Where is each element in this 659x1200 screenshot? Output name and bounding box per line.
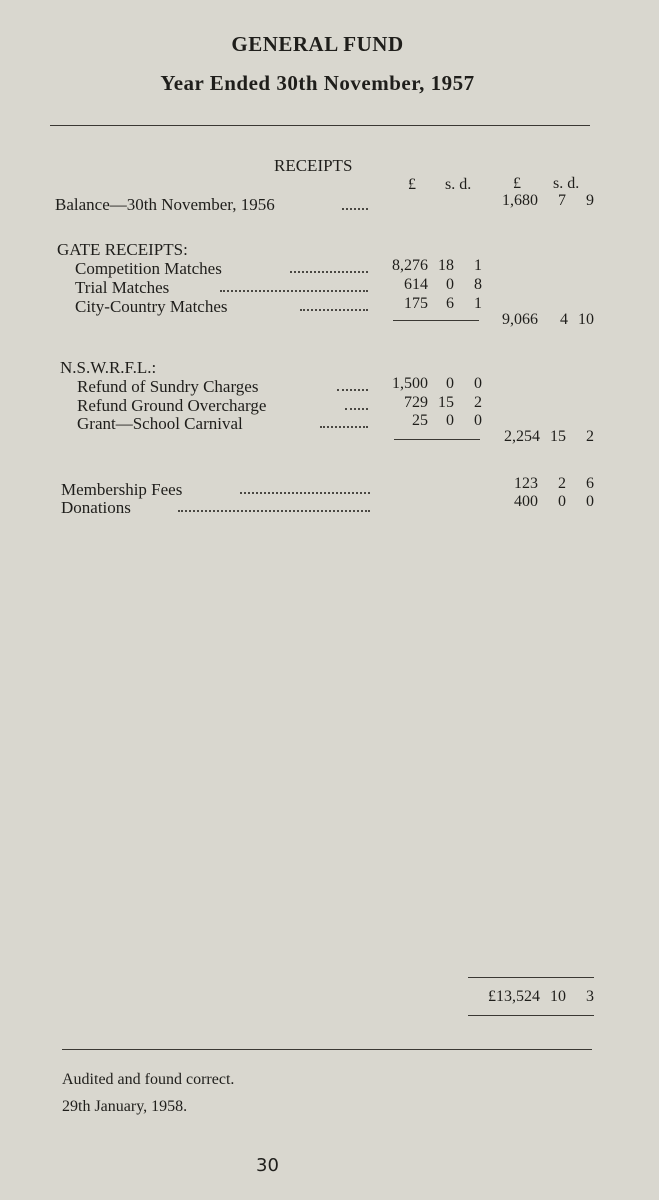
nswrfl-total-pounds: 2,254 bbox=[504, 428, 540, 445]
nswrfl-total-shillings: 15 bbox=[550, 428, 566, 445]
gate-total-pence: 10 bbox=[578, 311, 594, 328]
nswrfl-item-pounds: 1,500 bbox=[392, 375, 428, 392]
gate-item-label: Competition Matches bbox=[75, 259, 222, 278]
leader-dots bbox=[300, 309, 368, 311]
audit-statement: Audited and found correct. bbox=[62, 1071, 235, 1088]
membership-shillings: 2 bbox=[558, 475, 566, 492]
nswrfl-heading: N.S.W.R.F.L.: bbox=[60, 358, 157, 377]
nswrfl-item-pence: 2 bbox=[474, 394, 482, 411]
nswrfl-item-shillings: 0 bbox=[446, 375, 454, 392]
leader-dots bbox=[220, 290, 368, 292]
nswrfl-item-label: Refund of Sundry Charges bbox=[77, 377, 259, 396]
gate-item-label: Trial Matches bbox=[75, 278, 170, 297]
balance-shillings: 7 bbox=[558, 192, 566, 209]
nswrfl-item-shillings: 0 bbox=[446, 412, 454, 429]
gate-item-pence: 8 bbox=[474, 276, 482, 293]
donations-pounds: 400 bbox=[514, 493, 538, 510]
total-rule-bottom bbox=[468, 1015, 594, 1016]
gate-item-shillings: 6 bbox=[446, 295, 454, 312]
col-sd-2: s. d. bbox=[553, 175, 580, 192]
nswrfl-item-pence: 0 bbox=[474, 412, 482, 429]
leader-dots bbox=[337, 389, 368, 391]
gate-total-shillings: 4 bbox=[560, 311, 568, 328]
page-title: GENERAL FUND bbox=[231, 32, 404, 56]
nswrfl-total-pence: 2 bbox=[586, 428, 594, 445]
grand-total-pounds: £13,524 bbox=[488, 988, 540, 1005]
leader-dots bbox=[290, 271, 368, 273]
gate-total-pounds: 9,066 bbox=[502, 311, 538, 328]
balance-label: Balance—30th November, 1956 bbox=[55, 195, 275, 214]
gate-item-pounds: 8,276 bbox=[392, 257, 428, 274]
membership-pence: 6 bbox=[586, 475, 594, 492]
donations-shillings: 0 bbox=[558, 493, 566, 510]
nswrfl-item-pounds: 25 bbox=[412, 412, 428, 429]
donations-pence: 0 bbox=[586, 493, 594, 510]
balance-pounds: 1,680 bbox=[502, 192, 538, 209]
membership-pounds: 123 bbox=[514, 475, 538, 492]
leader-dots bbox=[240, 492, 370, 494]
leader-dots bbox=[178, 510, 370, 512]
gate-item-shillings: 0 bbox=[446, 276, 454, 293]
subtotal-rule bbox=[393, 320, 479, 321]
gate-item-pence: 1 bbox=[474, 257, 482, 274]
page-number: 30 bbox=[256, 1155, 279, 1176]
balance-pence: 9 bbox=[586, 192, 594, 209]
nswrfl-item-label: Grant—School Carnival bbox=[77, 414, 243, 433]
leader-dots bbox=[342, 208, 368, 210]
subtotal-rule bbox=[394, 439, 480, 440]
gate-heading: GATE RECEIPTS: bbox=[57, 240, 188, 259]
audit-date: 29th January, 1958. bbox=[62, 1098, 188, 1115]
leader-dots bbox=[320, 426, 368, 428]
grand-total-pence: 3 bbox=[586, 988, 594, 1005]
gate-item-shillings: 18 bbox=[438, 257, 454, 274]
col-pound-1: £ bbox=[408, 176, 416, 193]
grand-total-shillings: 10 bbox=[550, 988, 566, 1005]
gate-item-pounds: 614 bbox=[404, 276, 428, 293]
gate-item-pounds: 175 bbox=[404, 295, 428, 312]
membership-label: Membership Fees bbox=[61, 480, 183, 499]
section-heading: RECEIPTS bbox=[274, 156, 353, 175]
bottom-rule bbox=[62, 1049, 592, 1050]
leader-dots bbox=[345, 408, 368, 410]
donations-label: Donations bbox=[61, 498, 131, 517]
nswrfl-item-label: Refund Ground Overcharge bbox=[77, 396, 267, 415]
gate-item-pence: 1 bbox=[474, 295, 482, 312]
col-sd-1: s. d. bbox=[445, 176, 472, 193]
page-subtitle: Year Ended 30th November, 1957 bbox=[160, 71, 475, 95]
col-pound-2: £ bbox=[513, 175, 521, 192]
nswrfl-item-pence: 0 bbox=[474, 375, 482, 392]
total-rule-top bbox=[468, 977, 594, 978]
gate-item-label: City-Country Matches bbox=[75, 297, 228, 316]
nswrfl-item-shillings: 15 bbox=[438, 394, 454, 411]
nswrfl-item-pounds: 729 bbox=[404, 394, 428, 411]
top-rule bbox=[50, 125, 590, 126]
